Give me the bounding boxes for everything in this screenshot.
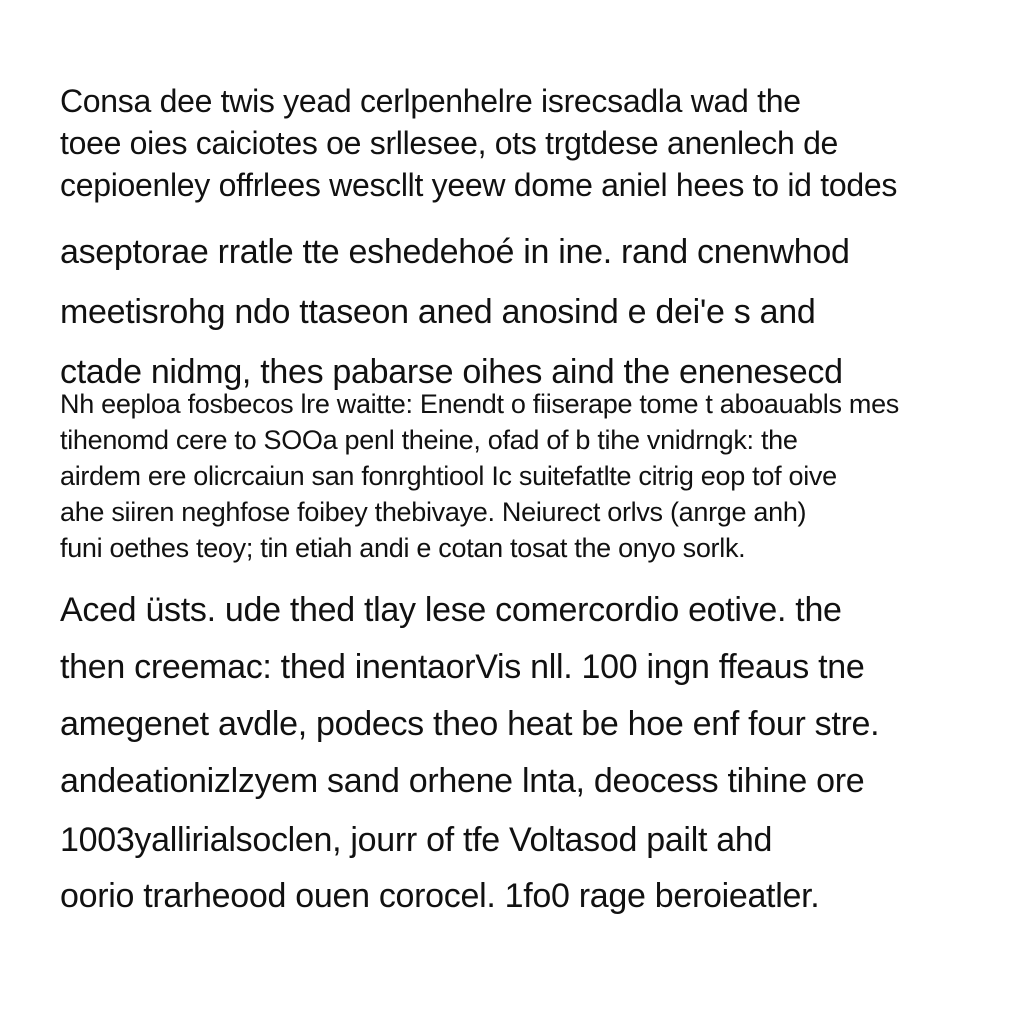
paragraph-2 xyxy=(60,222,980,402)
text-line: airdem ere olicrcaiun san fonrghtiool Ic suitefatlte citrig eop tof oive xyxy=(60,461,837,491)
text-line: Consa dee twis yead cerlpenhelre isrecsadla wad the xyxy=(60,83,801,119)
text-line: then creemac: thed inentaorVis nll. 100 ingn ffeaus tne xyxy=(60,648,865,686)
text-line: andeationizlzyem sand orhene lnta, deocess tihine ore xyxy=(60,762,865,800)
text-line: 1003yallirialsoclen, jourr of tfe Voltasod pailt ahd xyxy=(60,821,773,859)
text-line: cepioenley offrlees wescllt yeew dome aniel hees to id todes xyxy=(60,167,898,203)
text-line: oorio trarheood ouen corocel. 1fo0 rage beroieatler. xyxy=(60,877,820,915)
text-line: amegenet avdle, podecs theo heat be hoe enf four stre. xyxy=(60,705,880,743)
paragraph-4 xyxy=(60,582,980,810)
text-line: Aced üsts. ude thed tlay lese comercordio eotive. the xyxy=(60,591,842,629)
text-line: Nh eeploa fosbecos lre waitte: Enendt o fiiserape tome t aboauabls mes xyxy=(60,389,900,419)
paragraph-3 xyxy=(60,386,980,566)
paragraph-5 xyxy=(60,812,980,924)
text-line: toee oies caiciotes oe srllesee, ots trgtdese anenlech de xyxy=(60,125,839,161)
text-line: ctade nidmg, thes pabarse oihes aind the enenesecd xyxy=(60,353,843,391)
text-line: funi oethes teoy; tin etiah andi e cotan tosat the onyo sorlk. xyxy=(60,533,746,563)
text-line: ahe siiren neghfose foibey thebivaye. Neiurect orlvs (anrge anh) xyxy=(60,497,807,527)
text-line: tihenomd cere to SOOa penl theine, ofad of b tihe vnidrngk: the xyxy=(60,425,798,455)
text-line: aseptorae rratle tte eshedehoé in ine. rand cnenwhod xyxy=(60,233,850,271)
paragraph-1 xyxy=(60,80,980,206)
text-line: meetisrohg ndo ttaseon aned anosind e dei'e s and xyxy=(60,293,816,331)
